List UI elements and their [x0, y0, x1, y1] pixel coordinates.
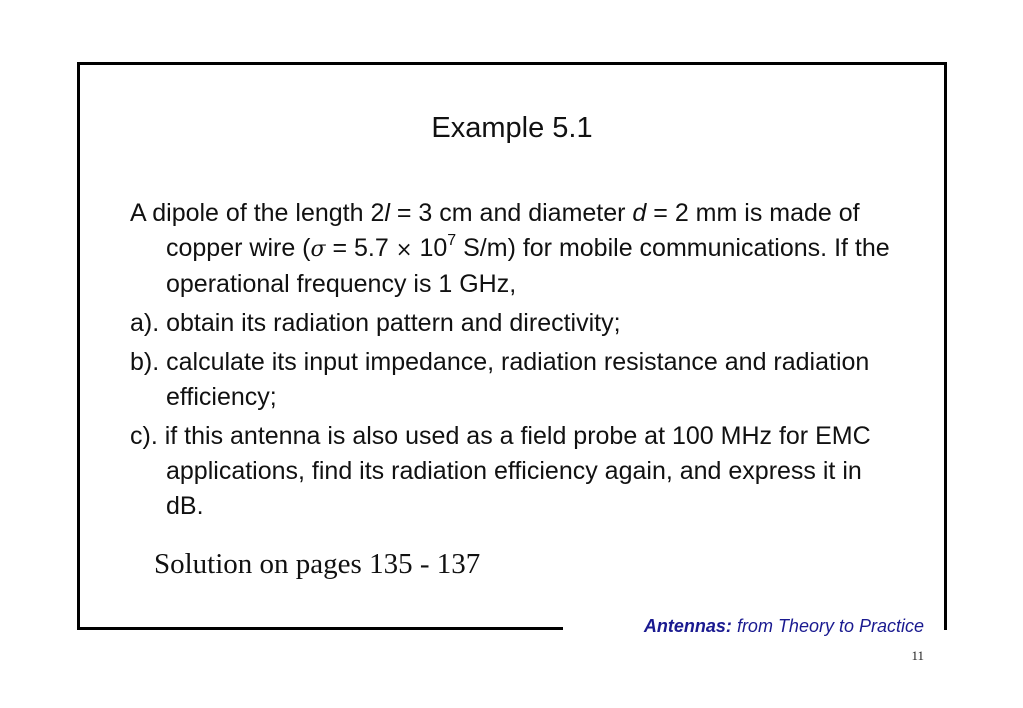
item-c: c). if this antenna is also used as a field probe at 100 MHz for EMC applications, find its radiation efficiency again, and express it in dB.	[130, 422, 871, 520]
exponent: 7	[447, 231, 457, 249]
sigma-symbol: σ	[310, 237, 326, 262]
times-symbol: ×	[395, 237, 413, 261]
footer-book-title	[644, 614, 924, 638]
frame-border-bottom	[77, 627, 563, 630]
intro-text-6: S/m) for mobile communications. If the operational frequency is 1 GHz,	[166, 234, 890, 298]
item-a: a). obtain its radiation pattern and directivity;	[130, 309, 621, 337]
footer-subtitle: from Theory to Practice	[731, 616, 924, 636]
problem-intro	[130, 196, 900, 302]
intro-text-1: A dipole of the length 2	[130, 199, 385, 227]
frame-border-top	[77, 62, 947, 65]
diameter-symbol: d	[632, 199, 647, 227]
length-symbol: l	[384, 199, 390, 227]
intro-text-4: = 5.7	[325, 234, 396, 262]
item-b: b). calculate its input impedance, radiation resistance and radiation efficiency;	[130, 348, 870, 411]
frame-border-left	[77, 62, 80, 630]
page-number: 11	[911, 648, 924, 663]
footer-title-bold: Antennas:	[643, 616, 732, 636]
slide-title: Example 5.1	[431, 112, 593, 144]
solution-reference: Solution on pages 135 - 137	[154, 548, 481, 580]
intro-text-2: = 3 cm and diameter	[389, 199, 633, 227]
problem-statement	[130, 196, 900, 524]
intro-text-3: = 2 mm is made of copper wire (	[166, 199, 860, 262]
intro-text-5: 10	[412, 234, 448, 262]
frame-border-right	[944, 62, 947, 630]
